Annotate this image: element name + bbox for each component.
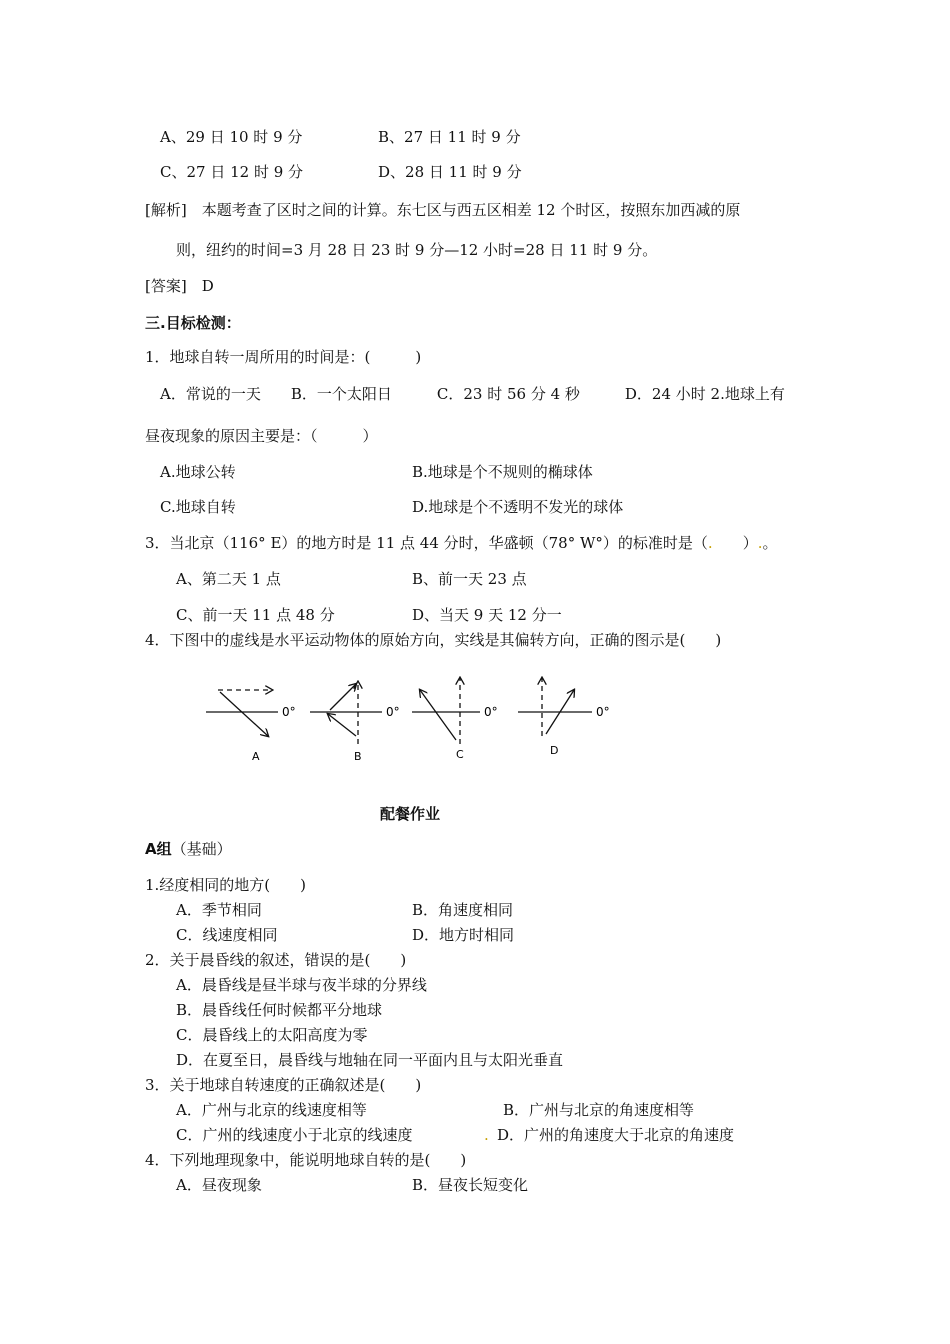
diagram-b-label: B	[354, 750, 362, 763]
q2-option-b: B.地球是个不规则的椭球体	[412, 463, 593, 481]
hw-q4-stem: 4．下列地理现象中，能说明地球自转的是( )	[145, 1151, 467, 1169]
q3-dot-mark: .	[707, 534, 713, 552]
prev-option-b: B、27 日 11 时 9 分	[378, 128, 521, 146]
hw-q4-option-b: B．昼夜长短变化	[412, 1176, 529, 1194]
diagram-b-zero-label: 0°	[386, 705, 400, 719]
q2-option-d: D.地球是个不透明不发光的球体	[412, 498, 624, 516]
answer-line: [答案] D	[145, 277, 214, 295]
diagram-d-zero-label: 0°	[596, 705, 610, 719]
deflection-figure	[200, 670, 620, 780]
diagram-d-label: D	[550, 744, 559, 757]
diagram-b	[310, 682, 400, 763]
q2-option-a: A.地球公转	[160, 463, 236, 481]
q1-stem: 1．地球自转一周所用的时间是：( )	[145, 348, 422, 366]
hw-q2-stem: 2．关于晨昏线的叙述，错误的是( )	[145, 951, 407, 969]
hw-q3-option-d: D．广州的角速度大于北京的角速度	[497, 1126, 735, 1144]
hw-q3-option-b: B．广州与北京的角速度相等	[503, 1101, 695, 1119]
group-a-label: A组	[145, 840, 172, 858]
q3-option-c: C、前一天 11 点 48 分	[176, 606, 335, 624]
hw-q3-option-c: C．广州的线速度小于北京的线速度	[176, 1126, 413, 1144]
q3-option-b: B、前一天 23 点	[412, 570, 527, 588]
analysis-line-1: [解析] 本题考查了区时之间的计算。东七区与西五区相差 12 个时区，按照东加西减的原	[145, 201, 741, 219]
section-heading: 三.目标检测：	[145, 314, 241, 332]
diagram-a-deflected-direction	[220, 692, 268, 736]
hw-q2-option-d: D．在夏至日，晨昏线与地轴在同一平面内且与太阳光垂直	[176, 1051, 564, 1069]
hw-q1-option-d: D．地方时相同	[412, 926, 515, 944]
hw-q1-option-c: C．线速度相同	[176, 926, 278, 944]
hw-q4-option-a: A．昼夜现象	[176, 1176, 262, 1194]
group-a-heading	[145, 839, 232, 859]
diagram-c-zero-label: 0°	[484, 705, 498, 719]
hw-q2-option-a: A．晨昏线是昼半球与夜半球的分界线	[176, 976, 427, 994]
hw-q1-option-a: A．季节相同	[176, 901, 262, 919]
prev-option-d: D、28 日 11 时 9 分	[378, 163, 522, 181]
hw-q3-option-a: A．广州与北京的线速度相等	[176, 1101, 367, 1119]
hw-q3-dot-mark: .	[484, 1126, 489, 1144]
diagram-c	[412, 678, 498, 761]
q3-stem-end: 。	[762, 534, 778, 552]
homework-title: 配餐作业	[380, 805, 441, 823]
hw-q2-option-c: C．晨昏线上的太阳高度为零	[176, 1026, 368, 1044]
q3-stem	[145, 533, 778, 553]
diagram-c-label: C	[456, 748, 464, 761]
diagram-c-deflected-direction	[420, 690, 456, 740]
prev-option-c: C、27 日 12 时 9 分	[160, 163, 304, 181]
q3-stem-text: 3．当北京（116° E）的地方时是 11 点 44 分时，华盛顿（78° W°）的标准时是（	[145, 534, 708, 552]
q2-option-c: C.地球自转	[160, 498, 236, 516]
prev-option-a: A、29 日 10 时 9 分	[160, 128, 303, 146]
group-a-note: （基础）	[171, 840, 232, 858]
diagram-a	[206, 690, 296, 763]
hw-q2-option-b: B．晨昏线任何时候都平分地球	[176, 1001, 383, 1019]
diagram-a-zero-label: 0°	[282, 705, 296, 719]
q1-options: A．常说的一天 B．一个太阳日 C．23 时 56 分 4 秒 D．24 小时 2.地球上有	[160, 385, 785, 403]
hw-q1-option-b: B．角速度相同	[412, 901, 514, 919]
q4-stem: 4．下图中的虚线是水平运动物体的原始方向，实线是其偏转方向，正确的图示是( )	[145, 631, 722, 649]
q2-stem-continued: 昼夜现象的原因主要是：（ ）	[145, 427, 378, 445]
q3-option-a: A、第二天 1 点	[176, 570, 281, 588]
q3-dot-mark-2: .	[757, 534, 763, 552]
diagram-b-deflected-direction-1	[330, 684, 356, 710]
hw-q1-stem: 1.经度相同的地方( )	[145, 876, 307, 894]
hw-q3-stem: 3．关于地球自转速度的正确叙述是( )	[145, 1076, 422, 1094]
q3-stem-bracket: ）	[712, 534, 758, 552]
diagram-b-deflected-direction-2	[328, 714, 356, 736]
diagram-d	[518, 678, 610, 757]
analysis-line-2: 则，纽约的时间=3 月 28 日 23 时 9 分—12 小时=28 日 11 时 9 分。	[176, 241, 658, 259]
diagram-a-label: A	[252, 750, 260, 763]
q3-option-d: D、当天 9 天 12 分一	[412, 606, 562, 624]
